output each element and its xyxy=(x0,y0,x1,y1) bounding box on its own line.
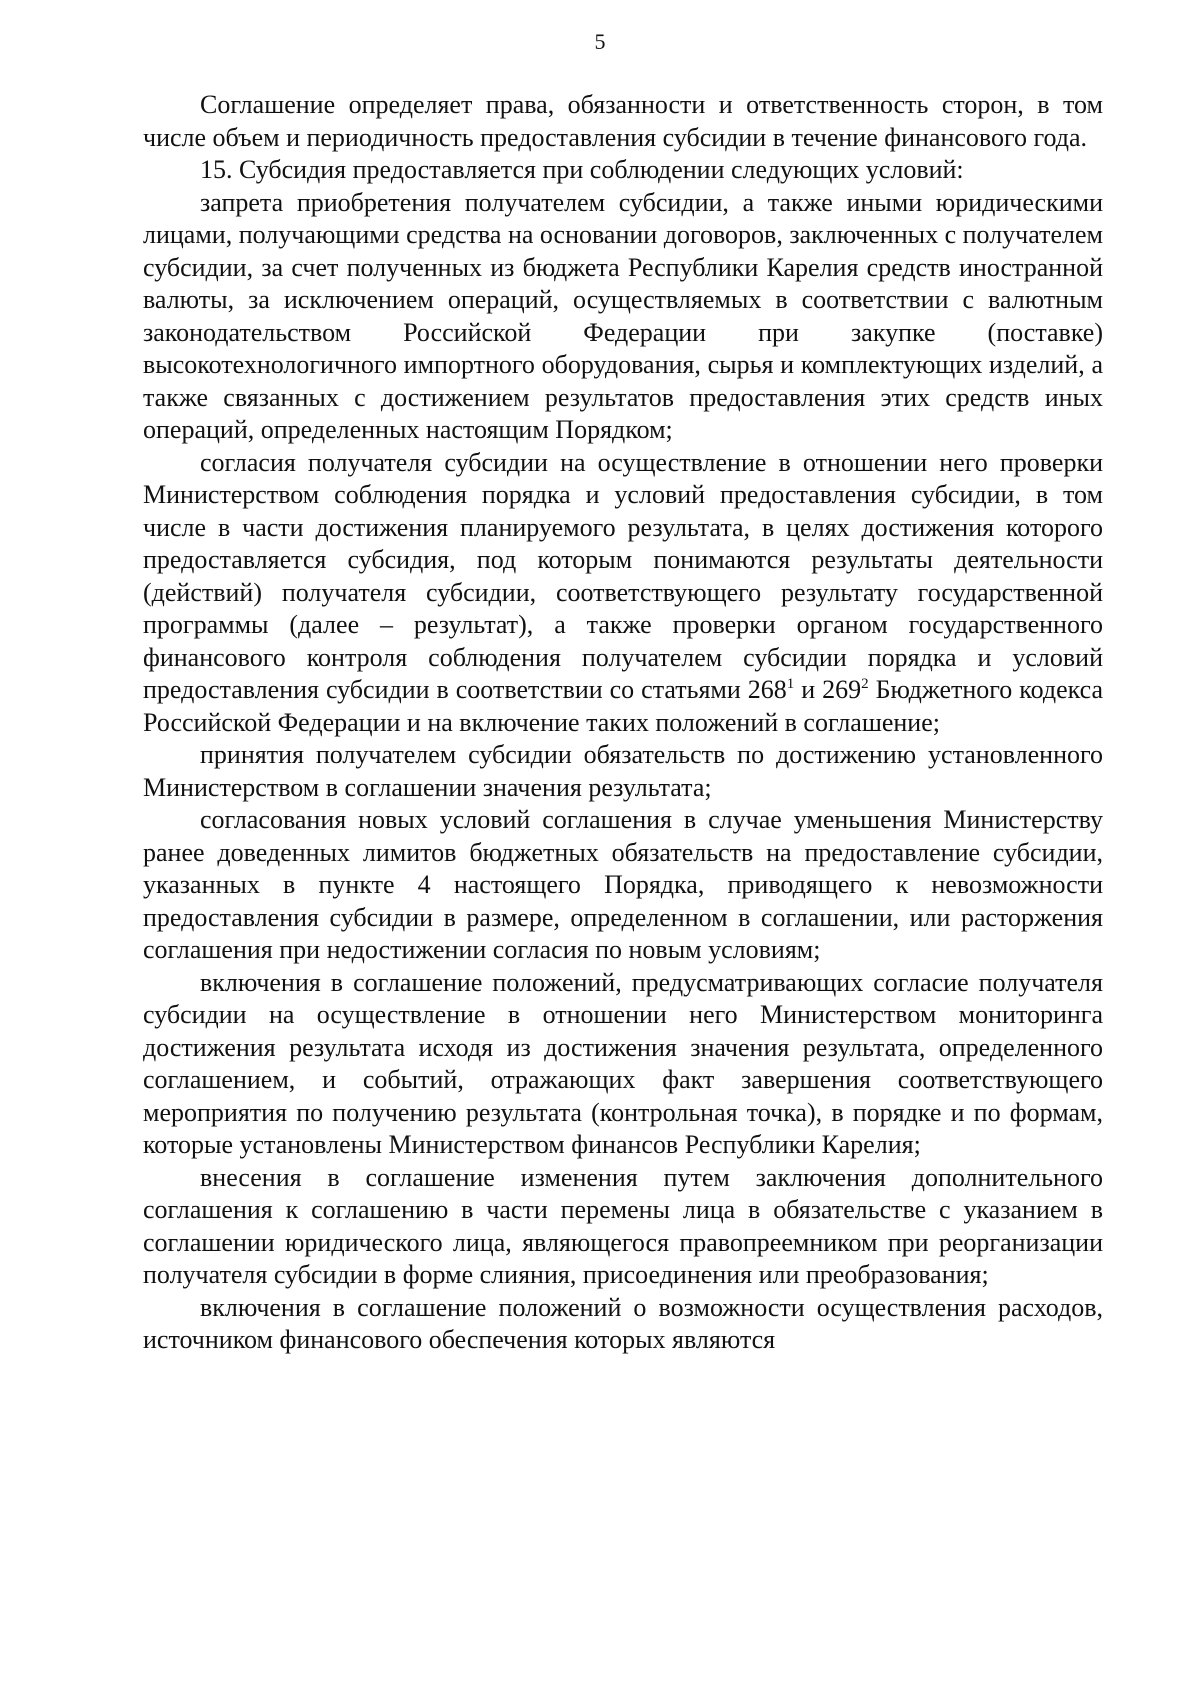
paragraph-result-obligations: принятия получателем субсидии обязательств по достижению установленного Министерством в соглашении значения результата; xyxy=(143,740,1103,802)
paragraph-new-conditions: согласования новых условий соглашения в случае уменьшения Министерству ранее доведенных лимитов бюджетных обязательств на предоставление субсидии, указанных в пункте 4 настоящего Порядка, приводящего к невозможности предоставления субсидии в размере, определенном в соглашении, или расторжения соглашения при недостижении согласия по новым условиям; xyxy=(143,805,1103,964)
footnote-superscript-1: 1 xyxy=(786,676,795,692)
paragraph-section-15-heading: 15. Субсидия предоставляется при соблюдении следующих условий: xyxy=(200,155,964,184)
page-number: 5 xyxy=(594,29,606,54)
inspection-consent-text-start: согласия получателя субсидии на осуществление в отношении него проверки Министерством соблюдения порядка и условий предоставления субсидии, в том числе в части достижения планируемого результата, в целях достижения которого предоставляется субсидия, под которым понимаются результаты деятельности (действий) получателя субсидии, соответствующего результату государственной программы (далее – результат), а также проверки органом государственного финансового контроля соблюдения получателем субсидии порядка и условий предоставления субсидии в соответствии со статьями 268 xyxy=(143,447,1103,704)
paragraph-expense-provisions: включения в соглашение положений о возможности осуществления расходов, источником финансового обеспечения которых являются xyxy=(143,1292,1103,1354)
paragraph-inspection-consent xyxy=(143,447,1103,740)
paragraph-currency-prohibition: запрета приобретения получателем субсидии, а также иными юридическими лицами, получающими средства на основании договоров, заключенных с получателем субсидии, за счет полученных из бюджета Республики Карелия средств иностранной валюты, за исключением операций, осуществляемых в соответствии с валютным законодательством Российской Федерации при закупке (поставке) высокотехнологичного импортного оборудования, сырья и комплектующих изделий, а также связанных с достижением результатов предоставления этих средств иных операций, определенных настоящим Порядком; xyxy=(143,187,1103,444)
inspection-consent-text-end: Бюджетного кодекса Российской Федерации и на включение таких положений в соглашение; xyxy=(143,675,1103,737)
paragraph-agreement-rights: Соглашение определяет права, обязанности и ответственность сторон, в том числе объем и периодичность предоставления субсидии в течение финансового года. xyxy=(143,90,1103,152)
inspection-consent-text-middle: и 269 xyxy=(794,675,862,704)
footnote-superscript-2: 2 xyxy=(861,676,869,692)
paragraph-agreement-amendments: внесения в соглашение изменения путем заключения дополнительного соглашения к соглашению в части перемены лица в обязательстве с указанием в соглашении юридического лица, являющегося правопреемником при реорганизации получателя субсидии в форме слияния, присоединения или преобразования; xyxy=(143,1162,1103,1289)
paragraph-monitoring-provisions: включения в соглашение положений, предусматривающих согласие получателя субсидии на осуществление в отношении него Министерством мониторинга достижения результата исходя из достижения значения результата, определенного соглашением, и событий, отражающих факт завершения соответствующего мероприятия по получению результата (контрольная точка), в порядке и по формам, которые установлены Министерством финансов Республики Карелия; xyxy=(143,967,1103,1159)
document-body xyxy=(143,89,1103,1357)
